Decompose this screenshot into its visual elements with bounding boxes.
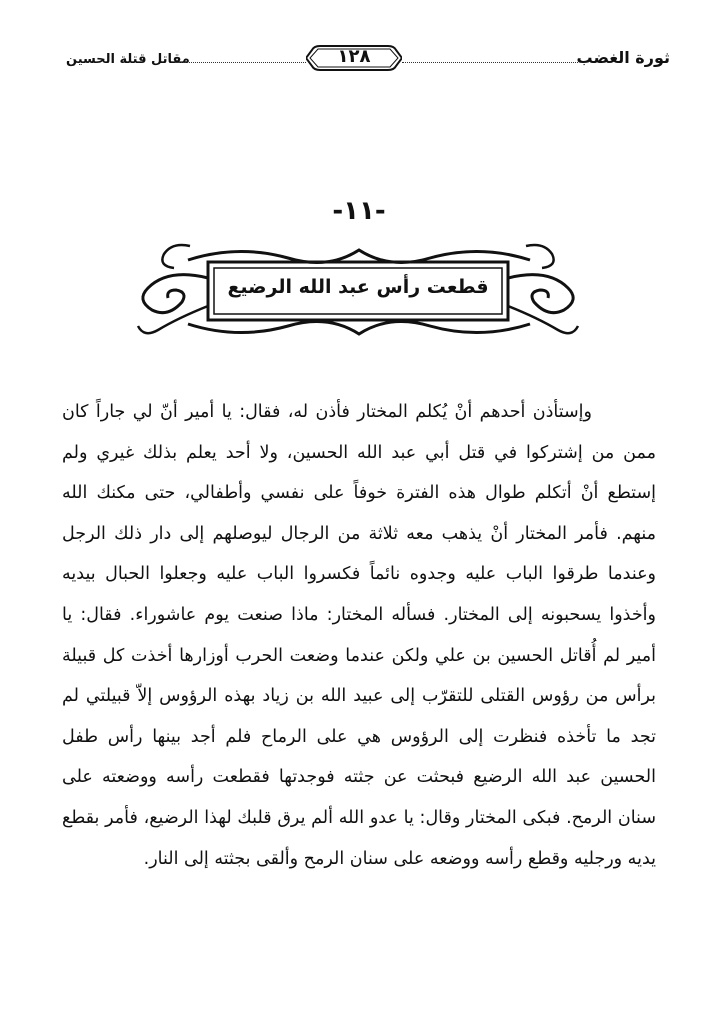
running-chapter-title: مقاتل قتلة الحسين bbox=[66, 52, 190, 67]
page-number-badge bbox=[306, 38, 402, 78]
page-header bbox=[48, 38, 676, 78]
header-dotted-leader-right bbox=[402, 62, 578, 63]
chapter-number: -١١- bbox=[332, 196, 386, 226]
chapter-body bbox=[62, 392, 656, 879]
body-paragraph: وإستأذن أحدهم أنْ يُكلم المختار فأذن له، فقال: يا أمير أنّ لي جاراً كان ممن من إشتركوا في قتل أبي عبد الله الحسين، ولا أحد يعلم بذلك غيري ولم إستطع أنْ أتكلم طوال هذه الفترة خوفاً على نفسي وأطفالي، حتى مكنك الله منهم. فأمر المختار أنْ يذهب معه ثلاثة من الرجال ليوصلهم إلى دار ذلك الرجل وعندما طرقوا الباب عليه وجدوه نائماً فكسروا الباب عليه وجعلوا الحبال بيديه وأخذوا يسحبونه إلى المختار. فسأله المختار: ماذا صنعت يوم عاشوراء. فقال: يا أمير لم أُقاتل الحسين بن علي ولكن عندما وضعت الحرب أوزارها أخذت كل قبيلة برأس من رؤوس القتلى للتقرّب إلى عبيد الله بن زياد بهذه الرؤوس إلاّ قبيلتي لم تجد ما تأخذه فنظرت إلى الرؤوس هي على الرماح فلم أجد بينها رأس طفل الحسين عبد الله الرضيع فبحثت عن جثته فوجدتها فقطعت رأسه ووضعته على سنان الرمح. فبكى المختار وقال: يا عدو الله ألم يرق قلبك لهذا الرضيع، فأمر بقطع يديه ورجليه وقطع رأسه ووضعه على سنان الرمح وألقى بجثته إلى النار. bbox=[62, 402, 656, 869]
header-dotted-leader-left bbox=[176, 62, 306, 63]
chapter-title: قطعت رأس عبد الله الرضيع bbox=[227, 276, 489, 298]
running-book-title: ثورة الغضب bbox=[576, 48, 670, 67]
chapter-title-cartouche bbox=[128, 238, 590, 346]
page-number: ١٢٨ bbox=[337, 46, 371, 67]
